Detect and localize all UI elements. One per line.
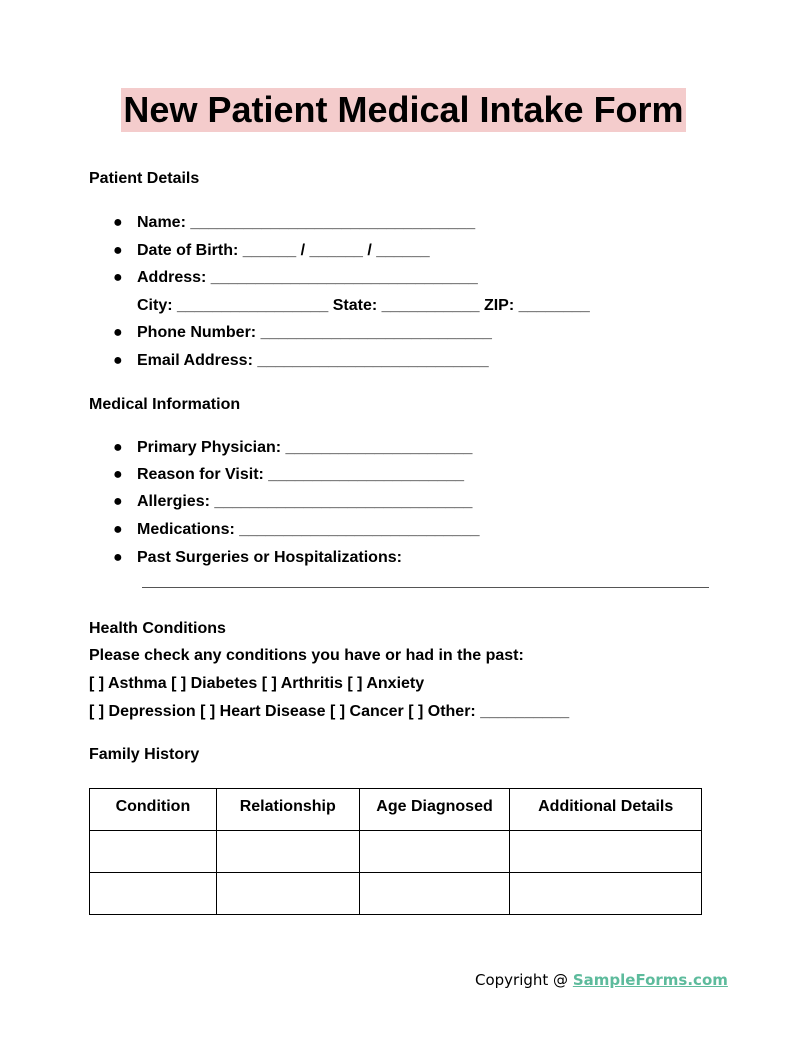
bullet: ● <box>113 439 123 456</box>
address-field: Address: ______________________________ <box>137 269 478 286</box>
copyright-footer <box>475 970 728 990</box>
title-wrapper <box>0 88 807 132</box>
city-state-zip-field: City: _________________ State: ___________ ZIP: ________ <box>137 297 590 314</box>
surgeries-field: Past Surgeries or Hospitalizations: <box>137 549 402 566</box>
bullet: ● <box>113 324 123 341</box>
bullet: ● <box>113 242 123 259</box>
surgeries-answer-line <box>142 587 709 588</box>
medications-field: Medications: ___________________________ <box>137 521 480 538</box>
medical-information-heading: Medical Information <box>89 396 241 413</box>
table-cell[interactable] <box>359 873 510 915</box>
bullet: ● <box>113 493 123 510</box>
bullet: ● <box>113 549 123 566</box>
family-history-heading: Family History <box>89 746 200 763</box>
name-field: Name: ________________________________ <box>137 214 476 231</box>
family-history-table <box>89 788 702 915</box>
patient-details-heading: Patient Details <box>89 170 200 187</box>
bullet: ● <box>113 214 123 231</box>
table-cell[interactable] <box>510 873 702 915</box>
copyright-label: Copyright @ <box>475 971 573 989</box>
conditions-checklist-row-1: [ ] Asthma [ ] Diabetes [ ] Arthritis [ ] Anxiety <box>89 675 425 692</box>
conditions-checklist-row-2: [ ] Depression [ ] Heart Disease [ ] Cancer [ ] Other: __________ <box>89 703 570 720</box>
bullet: ● <box>113 269 123 286</box>
table-header-row <box>90 789 702 831</box>
health-conditions-instruction: Please check any conditions you have or had in the past: <box>89 647 524 664</box>
column-header-age-diagnosed: Age Diagnosed <box>359 789 510 831</box>
allergies-field: Allergies: _____________________________ <box>137 493 473 510</box>
table-cell[interactable] <box>359 831 510 873</box>
bullet: ● <box>113 352 123 369</box>
table-row <box>90 873 702 915</box>
dob-field: Date of Birth: ______ / ______ / ______ <box>137 242 430 259</box>
column-header-additional-details: Additional Details <box>510 789 702 831</box>
table-cell[interactable] <box>216 831 359 873</box>
table-cell[interactable] <box>90 831 217 873</box>
page-title: New Patient Medical Intake Form <box>123 89 684 130</box>
phone-field: Phone Number: __________________________ <box>137 324 492 341</box>
table-cell[interactable] <box>90 873 217 915</box>
table-cell[interactable] <box>216 873 359 915</box>
column-header-condition: Condition <box>90 789 217 831</box>
reason-for-visit-field: Reason for Visit: ______________________ <box>137 466 465 483</box>
primary-physician-field: Primary Physician: _____________________ <box>137 439 473 456</box>
table-row <box>90 831 702 873</box>
email-field: Email Address: __________________________ <box>137 352 489 369</box>
sampleforms-link[interactable]: SampleForms.com <box>572 971 728 989</box>
table-cell[interactable] <box>510 831 702 873</box>
column-header-relationship: Relationship <box>216 789 359 831</box>
bullet: ● <box>113 466 123 483</box>
health-conditions-heading: Health Conditions <box>89 620 226 637</box>
bullet: ● <box>113 521 123 538</box>
